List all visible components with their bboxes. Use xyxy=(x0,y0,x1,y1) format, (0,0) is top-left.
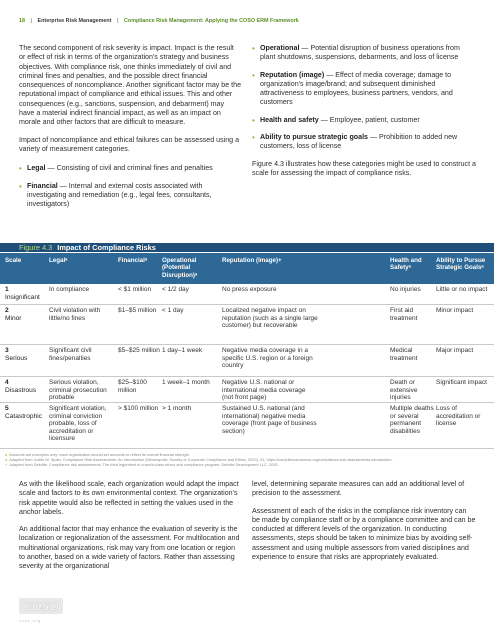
page-number: 18 xyxy=(19,18,25,24)
table-cell: < 1/2 day xyxy=(162,286,189,293)
figure-title xyxy=(19,243,156,252)
level-number: 4 xyxy=(5,379,9,386)
list-item xyxy=(19,164,241,173)
table-cell: < $1 million xyxy=(118,286,152,293)
footnotes xyxy=(5,452,490,467)
table-row-level xyxy=(5,286,40,302)
level-label: Catastrophic xyxy=(5,413,43,420)
bullet-icon: • xyxy=(252,70,255,80)
list-item xyxy=(252,71,476,108)
left-column xyxy=(19,44,241,217)
level-label: Serious xyxy=(5,355,28,362)
level-number: 5 xyxy=(5,405,9,412)
bullet-term: Legal xyxy=(27,164,46,173)
list-item xyxy=(19,182,241,210)
table-cell: Negative media coverage in a specific U.S. region or a foreign country xyxy=(222,347,313,370)
footnote-text: Amounts are examples only; each organization should set amounts to reflect its overall financial strength. xyxy=(9,452,190,457)
table-cell: Medical treatment xyxy=(390,347,418,362)
table-cell: $25–$100 million xyxy=(118,379,147,394)
column-header-scale: Scale xyxy=(5,257,22,264)
level-label: Disastrous xyxy=(5,387,37,394)
footnote-mark: a xyxy=(5,452,8,457)
logo-tagline: coso.org xyxy=(19,619,41,623)
table-cell: Death or extensive injuries xyxy=(390,379,418,402)
footnote-text: Adapted from Deloitte, Compliance risk assessments: The third ingredient in a world-class ethics and compliance program, Deloitte Development LLC, 2015. xyxy=(9,462,279,467)
level-number: 2 xyxy=(5,307,9,314)
table-cell: Civil violation with little/no fines xyxy=(49,307,101,322)
header-section: Enterprise Risk Management xyxy=(37,18,112,24)
logo-wordmark: COSO xyxy=(23,599,59,614)
bullet-term: Health and safety xyxy=(260,115,319,124)
bottom-right-column xyxy=(252,480,476,570)
column-header-reputation: Reputation (Image)+ xyxy=(222,257,282,264)
table-cell: Localized negative impact on reputation (such as a single large customer) but recoverable xyxy=(222,307,318,330)
paragraph: As with the likelihood scale, each organization would adapt the impact scale and factors to its own environmental context. The organization's risk appetite would also be reflected in setting the values used in the anchor labels. xyxy=(19,480,239,516)
bullet-list xyxy=(252,44,476,152)
table-cell: Sustained U.S. national (and international) negative media coverage (front page of business section) xyxy=(222,405,317,435)
column-header-strategic: Ability to Pursue Strategic Goalsᵃ xyxy=(436,257,486,272)
table-cell: Multiple deaths or several permanent disabilities xyxy=(390,405,434,435)
bullet-icon: • xyxy=(252,44,255,53)
list-item xyxy=(252,133,476,152)
bullet-icon: • xyxy=(252,133,255,143)
header-separator: | xyxy=(117,18,119,24)
table-cell: 1 week–1 month xyxy=(162,379,210,386)
footnote-mark: a xyxy=(5,457,8,462)
paragraph: Assessment of each of the risks in the compliance risk inventory can be made by compliance staff or by a compliance committee and can be conducted at different levels of the organization. In conducting assessments, steps should be taken to minimize bias by avoiding self-assessment and using multiple assessors from varied disciplines and experience to ensure that risks are appropriately evaluated. xyxy=(252,506,476,562)
bullet-text: — Prohibition to added new customers, loss of license xyxy=(260,133,458,151)
bottom-left-column xyxy=(19,480,241,580)
column-header-operational: Operational (Potential Disruption)ᵃ xyxy=(162,257,198,279)
table-cell: Significant impact xyxy=(436,379,487,386)
table-row-level xyxy=(5,379,36,395)
header-subtitle: Compliance Risk Management: Applying the COSO ERM Framework xyxy=(124,18,299,24)
table-cell: Minor impact xyxy=(436,307,474,314)
table-cell: $1–$5 million xyxy=(118,307,157,314)
bullet-icon: • xyxy=(252,115,255,125)
paragraph: Figure 4.3 illustrates how these categories might be used to construct a scale for assessing the impact of compliance risks. xyxy=(252,159,476,177)
bullet-text: — Employee, patient, customer xyxy=(318,115,420,124)
column-header-financial: Financialᵃ xyxy=(118,257,148,264)
table-row-level xyxy=(5,307,22,323)
paragraph: The second component of risk severity is impact. Impact is the result or effect of risk in terms of the organization's strategy and business objectives. With compliance risk, one thinks immediately of civil and criminal fines and penalties, and the possible direct financial consequences of noncompliance. Another significant factor may be the reputational impact of compliance and ethical issues. This and other consequences (e.g., sanctions, suspension, and debarment) may have a material indirect financial impact, as well as an impact on morale and other factors that are difficult to measure. xyxy=(19,44,242,127)
figure-caption: Impact of Compliance Risks xyxy=(57,243,156,252)
coso-logo xyxy=(19,596,63,616)
table-cell: > $100 million xyxy=(118,405,159,412)
column-header-legal: Legalᵃ xyxy=(49,257,68,264)
row-divider xyxy=(0,344,494,345)
table-cell: First aid treatment xyxy=(390,307,418,322)
list-item xyxy=(252,116,476,125)
list-item xyxy=(252,44,476,63)
column-header-health: Health and Safetyᵃ xyxy=(390,257,422,272)
row-divider xyxy=(0,376,494,377)
table-cell: Significant civil fines/penalties xyxy=(49,347,92,362)
footnote-mark: + xyxy=(5,462,8,467)
row-divider xyxy=(0,448,494,449)
table-cell: Major impact xyxy=(436,347,474,354)
bullet-text: — Potential disruption of business operations from plant shutdowns, suspensions, debarments, and loss of license xyxy=(260,44,460,62)
bullet-term: Reputation (image) xyxy=(260,70,325,79)
bullet-text: — Internal and external costs associated with investigating and remediation (e.g., legal fees, consultants, investigators) xyxy=(27,181,212,209)
table-cell: No press exposure xyxy=(222,286,277,293)
bullet-icon: • xyxy=(19,181,22,191)
level-label: Minor xyxy=(5,315,22,322)
table-cell: 1 day–1 week xyxy=(162,347,203,354)
table-cell: Little or no impact xyxy=(436,286,488,293)
level-label: Insignificant xyxy=(5,294,40,301)
table-cell: Negative U.S. national or international media coverage (not front page) xyxy=(222,379,306,402)
row-divider xyxy=(0,402,494,403)
paragraph: An additional factor that may enhance the evaluation of severity is the localization or regionalization of the assessment. For multilocation and multinational organizations, risk may vary from one location or region to another, based on a wide variety of factors. Rather than assessing severity at the organizational xyxy=(19,525,240,571)
level-number: 1 xyxy=(5,286,9,293)
figure-number: Figure 4.3 xyxy=(19,243,53,252)
right-column xyxy=(252,44,476,186)
row-divider xyxy=(0,304,494,305)
bullet-term: Financial xyxy=(27,181,58,190)
footnote-text: Adapted from Judith W. Spain, Compliance Risk Assessments: An Introduction (Minneapolis: Society of Corporate Compliance and Ethics, 2020), 31, https://compliancecosmos.org/compliance-risk-assessments-introduction. xyxy=(9,457,393,462)
table-cell: In compliance xyxy=(49,286,90,293)
bullet-term: Ability to pursue strategic goals xyxy=(260,133,369,142)
bullet-list xyxy=(19,164,241,209)
table-cell: > 1 month xyxy=(162,405,192,412)
paragraph: Impact of noncompliance and ethical failures can be assessed using a variety of measurement categories. xyxy=(19,135,240,153)
bullet-text: — Effect of media coverage; damage to organization's image/brand; and subsequent diminished attractiveness to employees, business partners, vendors, and customers xyxy=(260,70,453,107)
table-cell: $5–$25 million xyxy=(118,347,160,354)
footnote xyxy=(5,462,490,467)
table-row-level xyxy=(5,405,42,421)
paragraph: level, determining separate measures can add an additional level of precision to the assessment. xyxy=(252,480,465,498)
bullet-icon: • xyxy=(19,164,22,174)
table-cell: < 1 day xyxy=(162,307,184,314)
table-cell: Loss of accreditation or license xyxy=(436,405,481,428)
header-separator: | xyxy=(30,18,33,24)
running-header xyxy=(19,18,479,24)
bullet-text: — Consisting of civil and criminal fines and penalties xyxy=(45,164,213,173)
table-cell: No injuries xyxy=(390,286,421,293)
level-number: 3 xyxy=(5,347,9,354)
bullet-term: Operational xyxy=(260,44,300,52)
table-cell: Serious violation, criminal prosecution probable xyxy=(49,379,107,402)
table-row-level xyxy=(5,347,27,363)
table-cell: Significant violation, criminal conviction probable, loss of accreditation or licensure xyxy=(49,405,107,443)
